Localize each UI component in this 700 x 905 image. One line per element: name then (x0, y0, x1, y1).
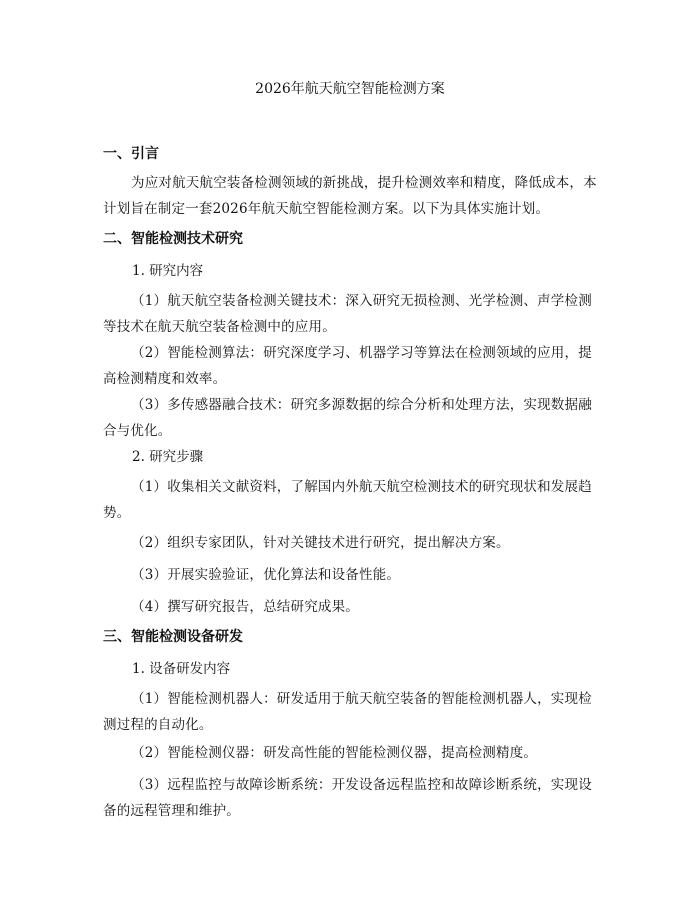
paragraph-key-technologies: （1）航天航空装备检测关键技术：深入研究无损检测、光学检测、声学检测等技术在航天航空装备检测中的应用。 (103, 293, 592, 335)
paragraph-step-1: （1）收集相关文献资料，了解国内外航天航空检测技术的研究现状和发展趋势。 (103, 479, 592, 521)
paragraph-step-3: （3）开展实验验证，优化算法和设备性能。 (131, 567, 401, 583)
subheading-research-steps: 2. 研究步骤 (132, 449, 204, 465)
paragraph-inspection-instrument: （2）智能检测仪器：研发高性能的智能检测仪器，提高检测精度。 (131, 745, 538, 761)
paragraph-remote-monitoring: （3）远程监控与故障诊断系统：开发设备远程监控和故障诊断系统，实现设备的远程管理和维护。 (103, 777, 592, 819)
section-heading-tech-research: 二、智能检测技术研究 (103, 231, 243, 247)
introduction-paragraph: 为应对航天航空装备检测领域的新挑战，提升检测效率和精度，降低成本，本计划旨在制定一套2026年航天航空智能检测方案。以下为具体实施计划。 (103, 175, 597, 217)
paragraph-step-4: （4）撰写研究报告，总结研究成果。 (131, 599, 359, 615)
paragraph-inspection-robot: （1）智能检测机器人：研发适用于航天航空装备的智能检测机器人，实现检测过程的自动化。 (103, 691, 592, 733)
section-heading-introduction: 一、引言 (103, 146, 159, 162)
subheading-device-content: 1. 设备研发内容 (132, 661, 231, 677)
paragraph-detection-algorithms: （2）智能检测算法：研究深度学习、机器学习等算法在检测领域的应用，提高检测精度和效率。 (103, 345, 592, 387)
subheading-research-content: 1. 研究内容 (132, 263, 204, 279)
document-title: 2026年航天航空智能检测方案 (255, 81, 445, 97)
section-heading-device-development: 三、智能检测设备研发 (103, 629, 243, 645)
paragraph-step-2: （2）组织专家团队，针对关键技术进行研究，提出解决方案。 (131, 535, 510, 551)
paragraph-sensor-fusion: （3）多传感器融合技术：研究多源数据的综合分析和处理方法，实现数据融合与优化。 (103, 397, 592, 439)
